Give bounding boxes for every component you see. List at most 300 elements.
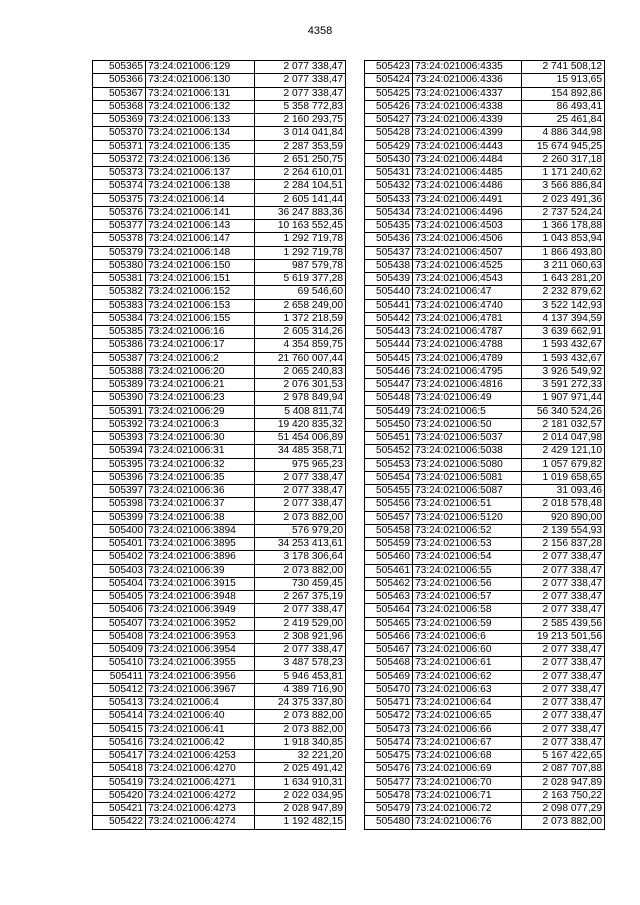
row-number-cell: 505409 xyxy=(93,644,146,657)
table-row xyxy=(365,670,605,683)
row-number-cell: 505437 xyxy=(365,246,413,259)
cadastral-number-cell: 73:24:021006:68 xyxy=(413,750,522,763)
value-cell: 2 023 491,36 xyxy=(522,193,605,206)
row-number-cell: 505370 xyxy=(93,127,146,140)
cadastral-number-cell: 73:24:021006:65 xyxy=(413,710,522,723)
row-number-cell: 505449 xyxy=(365,405,413,418)
table-row xyxy=(365,339,605,352)
table-row xyxy=(365,498,605,511)
value-cell: 2 077 338,47 xyxy=(522,577,605,590)
table-row xyxy=(93,432,346,445)
value-cell: 15 674 945,25 xyxy=(522,140,605,153)
table-row xyxy=(365,299,605,312)
cadastral-number-cell: 73:24:021006:6 xyxy=(413,630,522,643)
value-cell: 2 658 249,00 xyxy=(255,299,346,312)
value-cell: 2 077 338,47 xyxy=(522,697,605,710)
value-cell: 2 077 338,47 xyxy=(522,551,605,564)
table-row xyxy=(93,763,346,776)
cadastral-number-cell: 73:24:021006:29 xyxy=(146,405,255,418)
value-cell: 2 077 338,47 xyxy=(255,61,346,74)
row-number-cell: 505441 xyxy=(365,299,413,312)
table-row xyxy=(365,657,605,670)
cadastral-number-cell: 73:24:021006:4503 xyxy=(413,220,522,233)
cadastral-number-cell: 73:24:021006:153 xyxy=(146,299,255,312)
table-row xyxy=(365,591,605,604)
row-number-cell: 505445 xyxy=(365,352,413,365)
table-row xyxy=(365,193,605,206)
table-row xyxy=(365,683,605,696)
row-number-cell: 505446 xyxy=(365,365,413,378)
row-number-cell: 505395 xyxy=(93,458,146,471)
value-cell: 21 760 007,44 xyxy=(255,352,346,365)
row-number-cell: 505421 xyxy=(93,803,146,816)
row-number-cell: 505429 xyxy=(365,140,413,153)
value-cell: 2 018 578,48 xyxy=(522,498,605,511)
value-cell: 2 741 508,12 xyxy=(522,61,605,74)
table-row xyxy=(93,153,346,166)
row-number-cell: 505444 xyxy=(365,339,413,352)
table-row xyxy=(365,127,605,140)
cadastral-number-cell: 73:24:021006:4740 xyxy=(413,299,522,312)
value-cell: 1 593 432,67 xyxy=(522,352,605,365)
value-cell: 2 025 491,42 xyxy=(255,763,346,776)
cadastral-number-cell: 73:24:021006:138 xyxy=(146,180,255,193)
value-cell: 2 077 338,47 xyxy=(522,683,605,696)
table-row xyxy=(93,246,346,259)
table-row xyxy=(93,723,346,736)
value-cell: 1 292 719,78 xyxy=(255,233,346,246)
row-number-cell: 505405 xyxy=(93,591,146,604)
value-cell: 2 077 338,47 xyxy=(522,604,605,617)
table-row xyxy=(365,630,605,643)
table-row xyxy=(365,220,605,233)
row-number-cell: 505396 xyxy=(93,471,146,484)
row-number-cell: 505426 xyxy=(365,100,413,113)
row-number-cell: 505423 xyxy=(365,61,413,74)
value-cell: 3 178 306,64 xyxy=(255,551,346,564)
table-row xyxy=(365,312,605,325)
value-cell: 975 965,23 xyxy=(255,458,346,471)
cadastral-number-cell: 73:24:021006:41 xyxy=(146,723,255,736)
cadastral-number-cell: 73:24:021006:4485 xyxy=(413,167,522,180)
row-number-cell: 505413 xyxy=(93,697,146,710)
table-row xyxy=(93,114,346,127)
value-cell: 2 077 338,47 xyxy=(522,564,605,577)
cadastral-number-cell: 73:24:021006:51 xyxy=(413,498,522,511)
value-cell: 4 354 859,75 xyxy=(255,339,346,352)
table-row xyxy=(365,445,605,458)
value-cell: 920 890,00 xyxy=(522,511,605,524)
row-number-cell: 505401 xyxy=(93,538,146,551)
cadastral-number-cell: 73:24:021006:4399 xyxy=(413,127,522,140)
value-cell: 32 221,20 xyxy=(255,750,346,763)
value-cell: 2 077 338,47 xyxy=(255,74,346,87)
cadastral-number-cell: 73:24:021006:4273 xyxy=(146,803,255,816)
value-cell: 1 372 218,59 xyxy=(255,312,346,325)
cadastral-number-cell: 73:24:021006:66 xyxy=(413,723,522,736)
cadastral-number-cell: 73:24:021006:152 xyxy=(146,286,255,299)
value-cell: 2 605 141,44 xyxy=(255,193,346,206)
row-number-cell: 505365 xyxy=(93,61,146,74)
row-number-cell: 505427 xyxy=(365,114,413,127)
table-row xyxy=(365,233,605,246)
row-number-cell: 505397 xyxy=(93,485,146,498)
cadastral-number-cell: 73:24:021006:3955 xyxy=(146,657,255,670)
table-row xyxy=(365,140,605,153)
table-row xyxy=(93,339,346,352)
cadastral-number-cell: 73:24:021006:129 xyxy=(146,61,255,74)
value-cell: 5 619 377,28 xyxy=(255,273,346,286)
cadastral-number-cell: 73:24:021006:4486 xyxy=(413,180,522,193)
value-cell: 1 057 679,82 xyxy=(522,458,605,471)
row-number-cell: 505398 xyxy=(93,498,146,511)
cadastral-number-cell: 73:24:021006:4 xyxy=(146,697,255,710)
value-cell: 2 014 047,98 xyxy=(522,432,605,445)
row-number-cell: 505436 xyxy=(365,233,413,246)
table-row xyxy=(365,206,605,219)
cadastral-number-cell: 73:24:021006:64 xyxy=(413,697,522,710)
row-number-cell: 505367 xyxy=(93,87,146,100)
value-cell: 2 585 439,56 xyxy=(522,617,605,630)
table-row xyxy=(93,511,346,524)
row-number-cell: 505480 xyxy=(365,816,413,829)
cadastral-number-cell: 73:24:021006:55 xyxy=(413,564,522,577)
value-cell: 36 247 883,36 xyxy=(255,206,346,219)
value-cell: 3 591 272,33 xyxy=(522,379,605,392)
row-number-cell: 505471 xyxy=(365,697,413,710)
table-row xyxy=(93,87,346,100)
table-row xyxy=(365,776,605,789)
value-cell: 2 156 837,28 xyxy=(522,538,605,551)
value-cell: 15 913,65 xyxy=(522,74,605,87)
cadastral-number-cell: 73:24:021006:4816 xyxy=(413,379,522,392)
cadastral-number-cell: 73:24:021006:4543 xyxy=(413,273,522,286)
table-row xyxy=(365,723,605,736)
table-row xyxy=(365,697,605,710)
row-number-cell: 505463 xyxy=(365,591,413,604)
value-cell: 2 419 529,00 xyxy=(255,617,346,630)
cadastral-number-cell: 73:24:021006:4270 xyxy=(146,763,255,776)
value-cell: 2 308 921,96 xyxy=(255,630,346,643)
value-cell: 3 926 549,92 xyxy=(522,365,605,378)
table-row xyxy=(93,736,346,749)
cadastral-number-cell: 73:24:021006:36 xyxy=(146,485,255,498)
cadastral-number-cell: 73:24:021006:3956 xyxy=(146,670,255,683)
row-number-cell: 505425 xyxy=(365,87,413,100)
cadastral-number-cell: 73:24:021006:57 xyxy=(413,591,522,604)
table-row xyxy=(365,352,605,365)
cadastral-number-cell: 73:24:021006:16 xyxy=(146,326,255,339)
row-number-cell: 505459 xyxy=(365,538,413,551)
row-number-cell: 505443 xyxy=(365,326,413,339)
table-row xyxy=(93,458,346,471)
table-row xyxy=(365,485,605,498)
row-number-cell: 505389 xyxy=(93,379,146,392)
table-row xyxy=(93,564,346,577)
cadastral-number-cell: 73:24:021006:50 xyxy=(413,418,522,431)
table-row xyxy=(93,127,346,140)
row-number-cell: 505379 xyxy=(93,246,146,259)
table-row xyxy=(93,299,346,312)
table-row xyxy=(365,789,605,802)
row-number-cell: 505402 xyxy=(93,551,146,564)
cadastral-number-cell: 73:24:021006:42 xyxy=(146,736,255,749)
row-number-cell: 505460 xyxy=(365,551,413,564)
row-number-cell: 505452 xyxy=(365,445,413,458)
row-number-cell: 505458 xyxy=(365,524,413,537)
value-cell: 2 651 250,75 xyxy=(255,153,346,166)
table-row xyxy=(93,100,346,113)
row-number-cell: 505376 xyxy=(93,206,146,219)
cadastral-number-cell: 73:24:021006:67 xyxy=(413,736,522,749)
cadastral-number-cell: 73:24:021006:76 xyxy=(413,816,522,829)
row-number-cell: 505374 xyxy=(93,180,146,193)
row-number-cell: 505468 xyxy=(365,657,413,670)
parcel-table-left xyxy=(92,60,346,830)
value-cell: 2 077 338,47 xyxy=(522,657,605,670)
cadastral-number-cell: 73:24:021006:4789 xyxy=(413,352,522,365)
value-cell: 69 546,60 xyxy=(255,286,346,299)
row-number-cell: 505451 xyxy=(365,432,413,445)
row-number-cell: 505377 xyxy=(93,220,146,233)
table-row xyxy=(365,167,605,180)
table-row xyxy=(365,379,605,392)
cadastral-number-cell: 73:24:021006:5080 xyxy=(413,458,522,471)
table-row xyxy=(365,259,605,272)
table-row xyxy=(93,193,346,206)
table-row xyxy=(93,670,346,683)
cadastral-number-cell: 73:24:021006:130 xyxy=(146,74,255,87)
value-cell: 1 171 240,62 xyxy=(522,167,605,180)
value-cell: 2 073 882,00 xyxy=(255,511,346,524)
cadastral-number-cell: 73:24:021006:4506 xyxy=(413,233,522,246)
table-row xyxy=(365,100,605,113)
cadastral-number-cell: 73:24:021006:4781 xyxy=(413,312,522,325)
cadastral-number-cell: 73:24:021006:5038 xyxy=(413,445,522,458)
table-row xyxy=(93,167,346,180)
table-row xyxy=(365,458,605,471)
cadastral-number-cell: 73:24:021006:132 xyxy=(146,100,255,113)
table-row xyxy=(93,710,346,723)
row-number-cell: 505391 xyxy=(93,405,146,418)
row-number-cell: 505438 xyxy=(365,259,413,272)
table-row xyxy=(93,498,346,511)
row-number-cell: 505457 xyxy=(365,511,413,524)
cadastral-number-cell: 73:24:021006:4787 xyxy=(413,326,522,339)
row-number-cell: 505418 xyxy=(93,763,146,776)
row-number-cell: 505455 xyxy=(365,485,413,498)
cadastral-number-cell: 73:24:021006:4788 xyxy=(413,339,522,352)
cadastral-number-cell: 73:24:021006:62 xyxy=(413,670,522,683)
value-cell: 5 358 772,83 xyxy=(255,100,346,113)
value-cell: 3 487 578,23 xyxy=(255,657,346,670)
table-row xyxy=(93,418,346,431)
value-cell: 4 389 716,90 xyxy=(255,683,346,696)
table-row xyxy=(93,604,346,617)
value-cell: 51 454 006,89 xyxy=(255,432,346,445)
table-row xyxy=(365,418,605,431)
row-number-cell: 505373 xyxy=(93,167,146,180)
value-cell: 2 073 882,00 xyxy=(255,723,346,736)
cadastral-number-cell: 73:24:021006:4795 xyxy=(413,365,522,378)
row-number-cell: 505456 xyxy=(365,498,413,511)
row-number-cell: 505465 xyxy=(365,617,413,630)
cadastral-number-cell: 73:24:021006:4339 xyxy=(413,114,522,127)
value-cell: 19 213 501,56 xyxy=(522,630,605,643)
cadastral-number-cell: 73:24:021006:20 xyxy=(146,365,255,378)
row-number-cell: 505411 xyxy=(93,670,146,683)
row-number-cell: 505422 xyxy=(93,816,146,829)
value-cell: 2 077 338,47 xyxy=(522,644,605,657)
table-row xyxy=(365,803,605,816)
row-number-cell: 505399 xyxy=(93,511,146,524)
value-cell: 3 639 662,91 xyxy=(522,326,605,339)
cadastral-number-cell: 73:24:021006:4496 xyxy=(413,206,522,219)
table-row xyxy=(93,816,346,829)
cadastral-number-cell: 73:24:021006:5037 xyxy=(413,432,522,445)
cadastral-number-cell: 73:24:021006:134 xyxy=(146,127,255,140)
table-row xyxy=(365,87,605,100)
table-row xyxy=(365,326,605,339)
table-row xyxy=(365,432,605,445)
value-cell: 34 485 358,71 xyxy=(255,445,346,458)
cadastral-number-cell: 73:24:021006:4525 xyxy=(413,259,522,272)
table-row xyxy=(365,74,605,87)
value-cell: 576 979,20 xyxy=(255,524,346,537)
value-cell: 2 264 610,01 xyxy=(255,167,346,180)
value-cell: 2 077 338,47 xyxy=(255,644,346,657)
value-cell: 2 077 338,47 xyxy=(522,591,605,604)
table-row xyxy=(93,617,346,630)
row-number-cell: 505380 xyxy=(93,259,146,272)
value-cell: 5 408 811,74 xyxy=(255,405,346,418)
value-cell: 2 065 240,83 xyxy=(255,365,346,378)
row-number-cell: 505386 xyxy=(93,339,146,352)
row-number-cell: 505419 xyxy=(93,776,146,789)
value-cell: 3 522 142,93 xyxy=(522,299,605,312)
table-row xyxy=(93,776,346,789)
cadastral-number-cell: 73:24:021006:70 xyxy=(413,776,522,789)
value-cell: 2 232 879,62 xyxy=(522,286,605,299)
row-number-cell: 505477 xyxy=(365,776,413,789)
table-row xyxy=(365,246,605,259)
cadastral-number-cell: 73:24:021006:39 xyxy=(146,564,255,577)
cadastral-number-cell: 73:24:021006:53 xyxy=(413,538,522,551)
table-row xyxy=(93,259,346,272)
table-row xyxy=(93,471,346,484)
cadastral-number-cell: 73:24:021006:155 xyxy=(146,312,255,325)
cadastral-number-cell: 73:24:021006:2 xyxy=(146,352,255,365)
row-number-cell: 505400 xyxy=(93,524,146,537)
row-number-cell: 505403 xyxy=(93,564,146,577)
row-number-cell: 505462 xyxy=(365,577,413,590)
value-cell: 2 077 338,47 xyxy=(522,723,605,736)
row-number-cell: 505466 xyxy=(365,630,413,643)
table-row xyxy=(93,657,346,670)
row-number-cell: 505440 xyxy=(365,286,413,299)
cadastral-number-cell: 73:24:021006:69 xyxy=(413,763,522,776)
row-number-cell: 505416 xyxy=(93,736,146,749)
value-cell: 2 073 882,00 xyxy=(522,816,605,829)
row-number-cell: 505428 xyxy=(365,127,413,140)
cadastral-number-cell: 73:24:021006:3952 xyxy=(146,617,255,630)
cadastral-number-cell: 73:24:021006:58 xyxy=(413,604,522,617)
table-row xyxy=(93,352,346,365)
value-cell: 2 073 882,00 xyxy=(255,710,346,723)
table-row xyxy=(93,683,346,696)
row-number-cell: 505454 xyxy=(365,471,413,484)
cadastral-number-cell: 73:24:021006:3915 xyxy=(146,577,255,590)
cadastral-number-cell: 73:24:021006:14 xyxy=(146,193,255,206)
row-number-cell: 505461 xyxy=(365,564,413,577)
row-number-cell: 505372 xyxy=(93,153,146,166)
value-cell: 31 093,46 xyxy=(522,485,605,498)
table-row xyxy=(365,551,605,564)
value-cell: 1 866 493,80 xyxy=(522,246,605,259)
cadastral-number-cell: 73:24:021006:56 xyxy=(413,577,522,590)
row-number-cell: 505390 xyxy=(93,392,146,405)
table-row xyxy=(365,617,605,630)
table-row xyxy=(365,763,605,776)
table-row xyxy=(365,180,605,193)
parcel-table-right xyxy=(364,60,605,830)
value-cell: 3 014 041,84 xyxy=(255,127,346,140)
cadastral-number-cell: 73:24:021006:3949 xyxy=(146,604,255,617)
table-row xyxy=(93,286,346,299)
cadastral-number-cell: 73:24:021006:21 xyxy=(146,379,255,392)
table-row xyxy=(365,524,605,537)
cadastral-number-cell: 73:24:021006:63 xyxy=(413,683,522,696)
table-row xyxy=(93,789,346,802)
row-number-cell: 505431 xyxy=(365,167,413,180)
cadastral-number-cell: 73:24:021006:47 xyxy=(413,286,522,299)
cadastral-number-cell: 73:24:021006:150 xyxy=(146,259,255,272)
row-number-cell: 505417 xyxy=(93,750,146,763)
value-cell: 2 077 338,47 xyxy=(255,498,346,511)
row-number-cell: 505384 xyxy=(93,312,146,325)
row-number-cell: 505366 xyxy=(93,74,146,87)
cadastral-number-cell: 73:24:021006:3953 xyxy=(146,630,255,643)
row-number-cell: 505368 xyxy=(93,100,146,113)
cadastral-number-cell: 73:24:021006:32 xyxy=(146,458,255,471)
row-number-cell: 505450 xyxy=(365,418,413,431)
cadastral-number-cell: 73:24:021006:71 xyxy=(413,789,522,802)
table-row xyxy=(93,630,346,643)
cadastral-number-cell: 73:24:021006:3954 xyxy=(146,644,255,657)
table-row xyxy=(93,273,346,286)
value-cell: 2 287 353,59 xyxy=(255,140,346,153)
row-number-cell: 505433 xyxy=(365,193,413,206)
value-cell: 1 019 658,65 xyxy=(522,471,605,484)
value-cell: 56 340 524,26 xyxy=(522,405,605,418)
table-row xyxy=(365,538,605,551)
value-cell: 34 253 413,61 xyxy=(255,538,346,551)
table-row xyxy=(365,405,605,418)
row-number-cell: 505447 xyxy=(365,379,413,392)
row-number-cell: 505474 xyxy=(365,736,413,749)
cadastral-number-cell: 73:24:021006:59 xyxy=(413,617,522,630)
row-number-cell: 505382 xyxy=(93,286,146,299)
value-cell: 2 267 375,19 xyxy=(255,591,346,604)
value-cell: 1 192 482,15 xyxy=(255,816,346,829)
value-cell: 25 461,84 xyxy=(522,114,605,127)
row-number-cell: 505430 xyxy=(365,153,413,166)
row-number-cell: 505478 xyxy=(365,789,413,802)
row-number-cell: 505434 xyxy=(365,206,413,219)
value-cell: 2 028 947,89 xyxy=(522,776,605,789)
row-number-cell: 505408 xyxy=(93,630,146,643)
value-cell: 2 077 338,47 xyxy=(255,604,346,617)
